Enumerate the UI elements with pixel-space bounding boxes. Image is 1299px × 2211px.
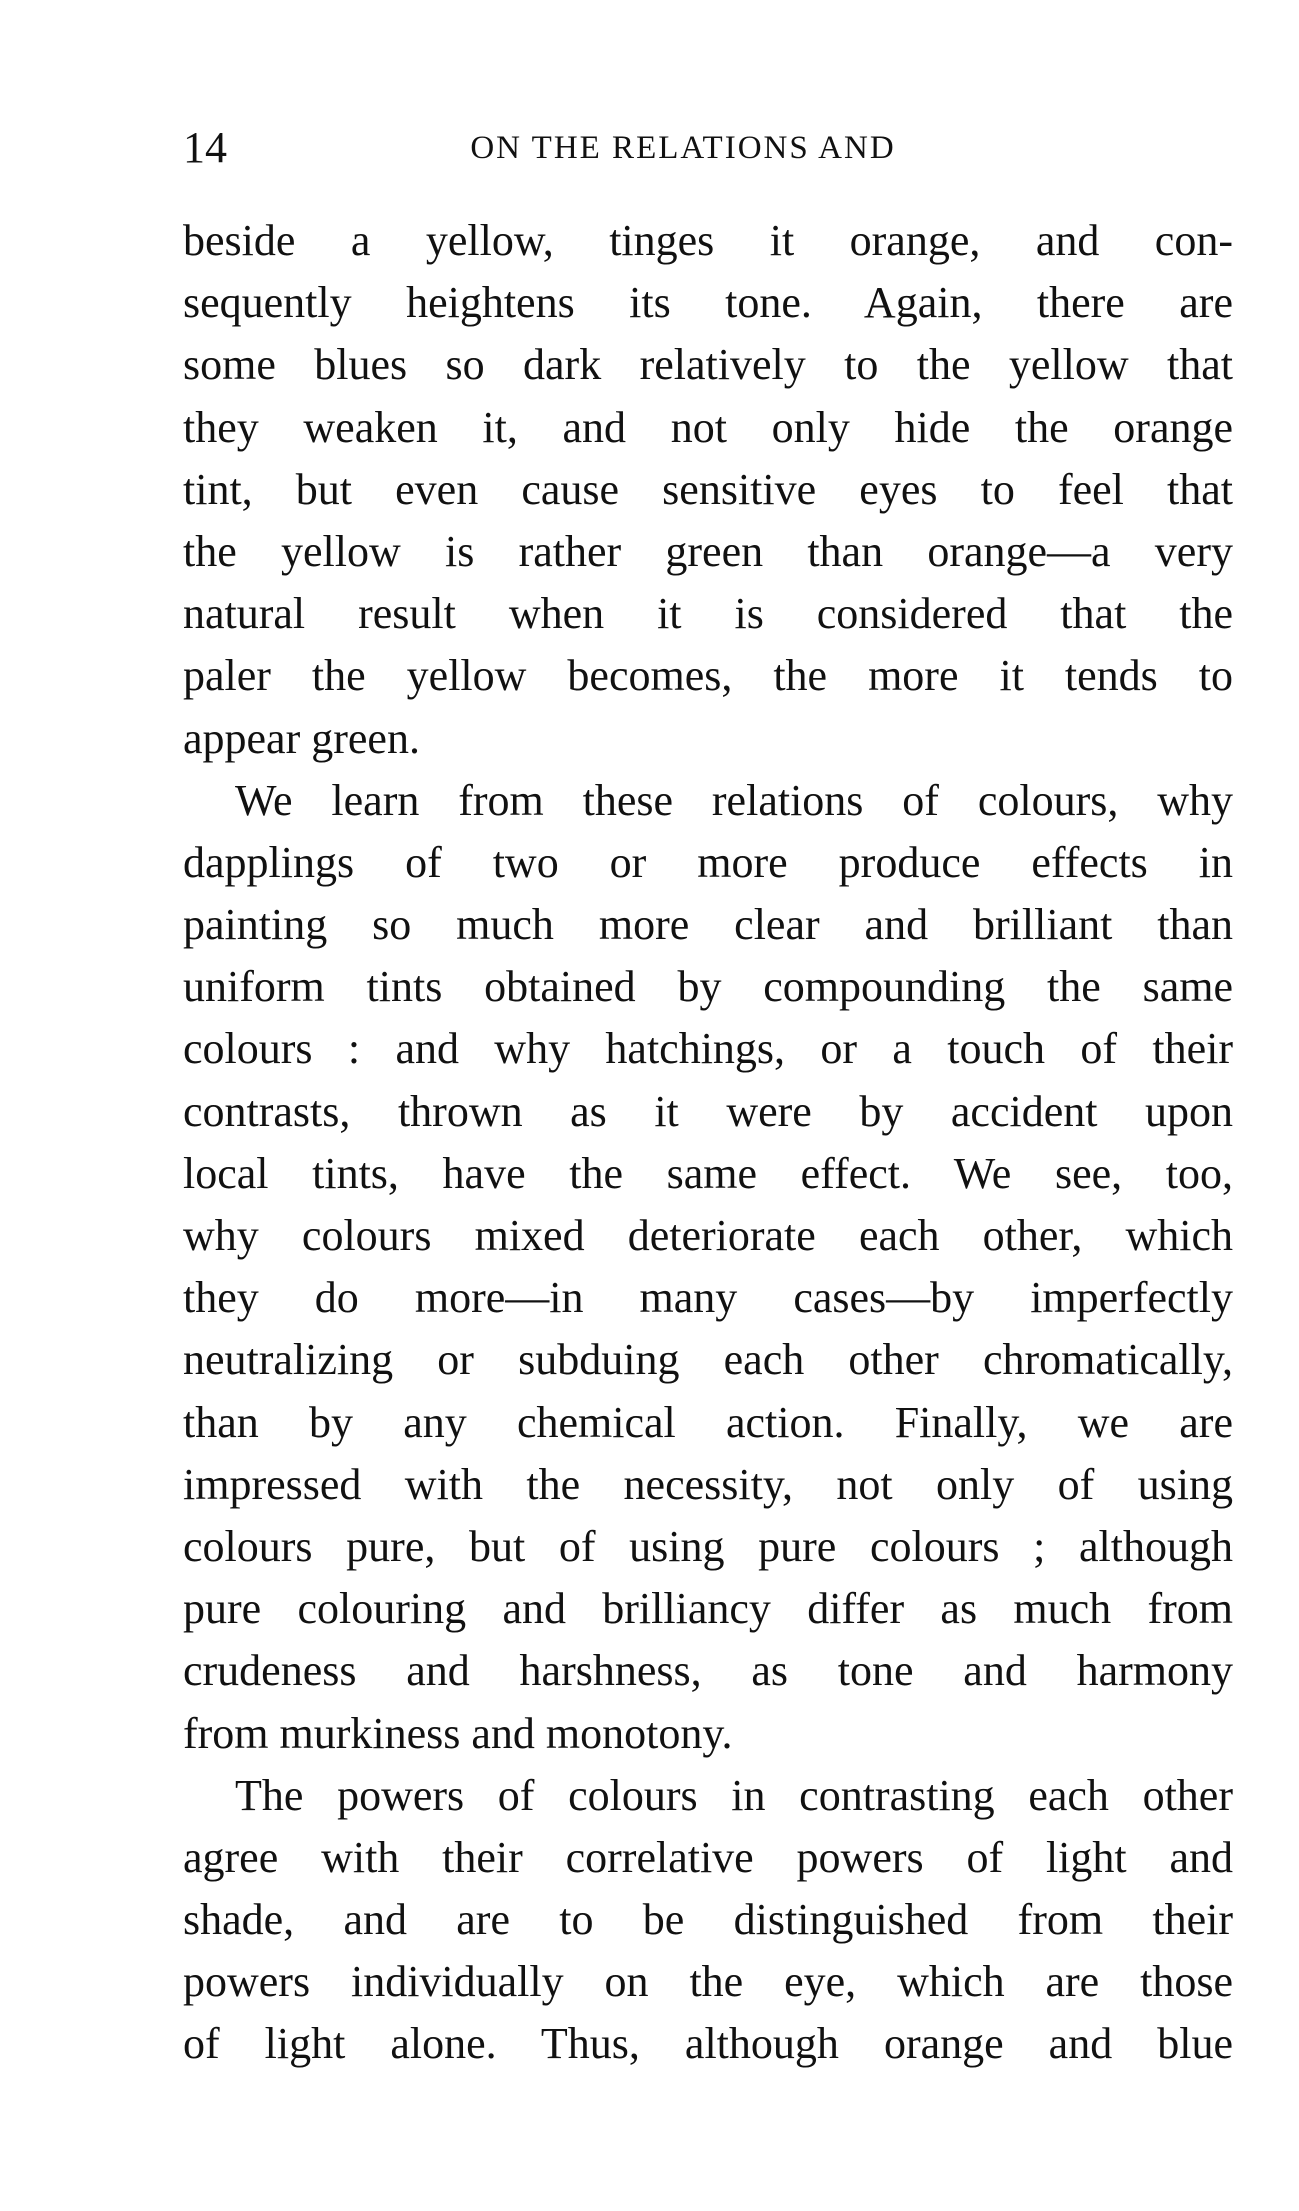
page-number: 14 <box>183 123 227 172</box>
paragraph <box>183 1765 1233 2076</box>
paragraph <box>183 210 1233 770</box>
text-line: from murkiness and monotony. <box>183 1708 733 1758</box>
text-line: impressed with the necessity, not only of using <box>183 1459 1233 1509</box>
text-line: they do more—in many cases—by imperfectly <box>183 1273 1233 1323</box>
text-line: colours pure, but of using pure colours ; although <box>183 1521 1233 1571</box>
running-title: ON THE RELATIONS AND <box>470 130 896 166</box>
text-line: than by any chemical action. Finally, we are <box>183 1397 1233 1447</box>
text-line: some blues so dark relatively to the yellow that <box>183 340 1233 390</box>
paragraph <box>183 770 1233 1765</box>
text-line: agree with their correlative powers of light and <box>183 1832 1233 1882</box>
text-line: crudeness and harshness, as tone and harmony <box>183 1646 1233 1696</box>
text-line: natural result when it is considered that the <box>183 589 1233 639</box>
text-line: sequently heightens its tone. Again, there are <box>183 278 1233 328</box>
text-line: they weaken it, and not only hide the orange <box>183 402 1233 452</box>
text-line: pure colouring and brilliancy differ as much from <box>183 1584 1233 1634</box>
text-line: shade, and are to be distinguished from their <box>183 1895 1233 1945</box>
text-line: powers individually on the eye, which are those <box>183 1957 1233 2007</box>
text-line: beside a yellow, tinges it orange, and con- <box>183 216 1233 265</box>
body-text <box>183 210 1233 2076</box>
text-line: painting so much more clear and brilliant than <box>183 900 1233 950</box>
text-line: of light alone. Thus, although orange and blue <box>183 2019 1233 2069</box>
text-line: The powers of colours in contrasting each other <box>235 1770 1233 1820</box>
text-line: neutralizing or subduing each other chromatically, <box>183 1335 1233 1385</box>
text-line: local tints, have the same effect. We see, too, <box>183 1148 1233 1198</box>
text-line: why colours mixed deteriorate each other, which <box>183 1211 1233 1260</box>
text-line: We learn from these relations of colours, why <box>235 775 1233 825</box>
text-line: uniform tints obtained by compounding the same <box>183 962 1233 1012</box>
text-line: contrasts, thrown as it were by accident upon <box>183 1086 1233 1136</box>
text-line: paler the yellow becomes, the more it tends to <box>183 651 1233 701</box>
text-line: appear green. <box>183 713 420 763</box>
text-line: the yellow is rather green than orange—a very <box>183 526 1233 576</box>
text-line: colours : and why hatchings, or a touch of their <box>183 1024 1233 1074</box>
page-header <box>183 118 1233 178</box>
text-line: dapplings of two or more produce effects in <box>183 837 1233 887</box>
text-line: tint, but even cause sensitive eyes to feel that <box>183 464 1233 514</box>
